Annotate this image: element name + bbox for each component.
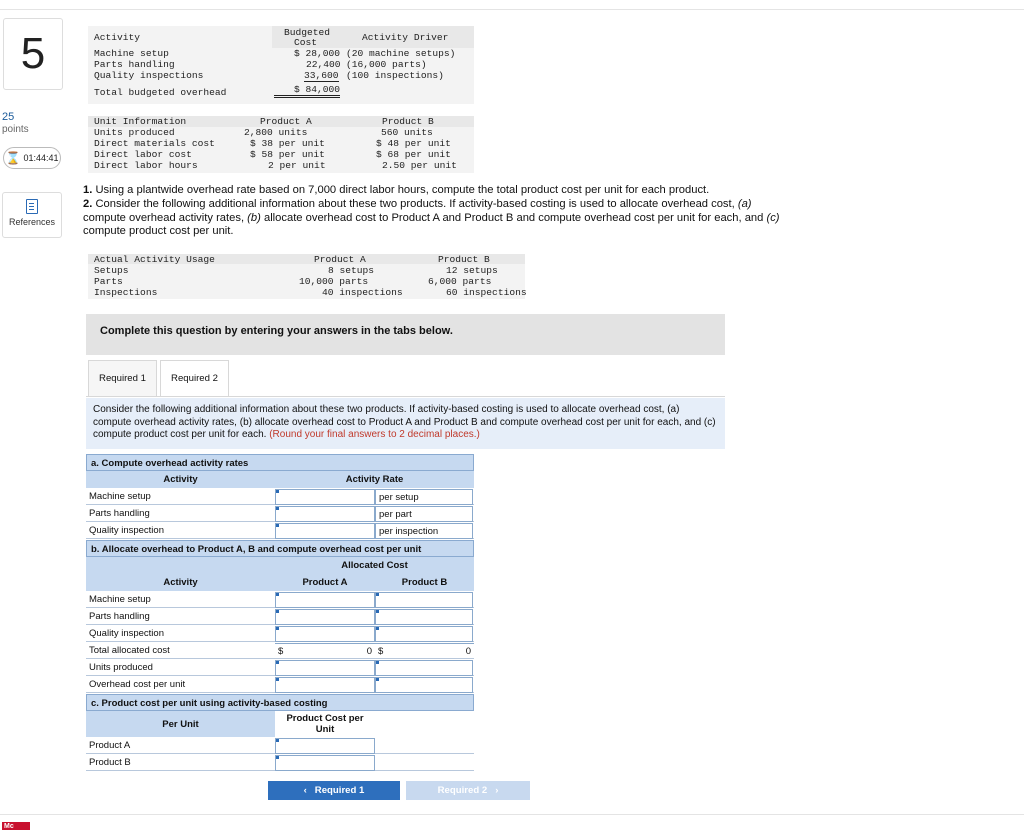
budget-row-cost: 33,600 (304, 70, 339, 81)
prompt-2d-label: (c) (766, 211, 780, 224)
actual-row-label: Parts (94, 276, 123, 287)
budget-total-value: $ 84,000 (274, 84, 340, 98)
document-icon (26, 199, 38, 214)
table-row (86, 505, 474, 522)
actual-row-b: 60 inspections (446, 287, 527, 298)
prompt-2b: compute overhead activity rates, (83, 211, 245, 224)
machine-setup-b-input[interactable] (375, 592, 473, 608)
part-b-header-2 (86, 574, 474, 591)
alloc-label: Parts handling (89, 611, 150, 622)
quality-inspection-rate-input[interactable] (275, 523, 375, 539)
actual-col-a: Product A (314, 254, 366, 265)
total-allocated-label: Total allocated cost (89, 645, 170, 656)
part-c-col-cost: Product Cost per Unit (275, 711, 375, 737)
instructions-text: Consider the following additional information about these two products. If activity-based costing is used to allocate overhead cost, (a) compute overhead activity rates, (b) allocate overhead cost to Product A and Product B and compute overhead cost per unit for each, and (c) compute product cost per unit for each. (93, 404, 716, 441)
complete-banner: Complete this question by entering your answers in the tabs below. (86, 314, 725, 355)
part-c-header (86, 711, 474, 737)
actual-row-a: 10,000 parts (299, 276, 369, 287)
budget-header-driver: Activity Driver (362, 32, 449, 43)
table-row (86, 659, 474, 676)
table-row (86, 625, 474, 642)
table-row (86, 642, 474, 659)
part-a-header (86, 471, 474, 488)
next-label: Required 2 (437, 785, 488, 796)
table-row (86, 488, 474, 505)
unit-info-col-b: Product B (382, 116, 434, 127)
actual-row-b: 6,000 parts (428, 276, 492, 287)
parts-handling-b-input[interactable] (375, 609, 473, 625)
product-cost-label: Product B (89, 757, 131, 768)
tab-required-1[interactable]: Required 1 (88, 360, 157, 397)
actual-header: Actual Activity Usage (94, 254, 215, 265)
budget-total-label: Total budgeted overhead (94, 87, 227, 98)
table-row (86, 591, 474, 608)
part-c-blank (375, 711, 474, 737)
part-b-title: b. Allocate overhead to Product A, B and compute overhead cost per unit (86, 540, 474, 557)
chevron-left-icon: ‹ (303, 785, 307, 796)
instructions (86, 398, 725, 449)
units-produced-b-input[interactable] (375, 660, 473, 676)
parts-handling-a-input[interactable] (275, 609, 375, 625)
total-allocated-b (375, 643, 474, 659)
part-b-col-allocated: Allocated Cost (341, 560, 408, 571)
product-b-cost-input[interactable] (275, 755, 375, 771)
prompt-2-number: 2. (83, 197, 93, 210)
actual-row-a: 8 setups (328, 265, 375, 276)
prev-label: Required 1 (314, 785, 365, 796)
machine-setup-rate-input[interactable] (275, 489, 375, 505)
chevron-right-icon: › (495, 785, 499, 796)
unit-row-a: $ 58 per unit (250, 149, 325, 160)
table-row (86, 522, 474, 539)
machine-setup-a-input[interactable] (275, 592, 375, 608)
prompt-2a: Consider the following additional information about these two products. If activity-based costing is used to allocate overhead cost, (95, 197, 735, 210)
units-produced-label: Units produced (89, 662, 153, 673)
prompt-1: Using a plantwide overhead rate based on 7,000 direct labor hours, compute the total product cost per unit for each product. (95, 184, 710, 196)
rate-label: Quality inspection (89, 525, 164, 536)
unit-row-label: Direct labor cost (94, 149, 192, 160)
budget-header-cost-2: Cost (294, 37, 318, 48)
unit-row-a: 2,800 units (244, 127, 308, 138)
unit-row-label: Units produced (94, 127, 175, 138)
part-a-title: a. Compute overhead activity rates (86, 454, 474, 471)
quality-inspection-a-input[interactable] (275, 626, 375, 642)
rate-unit: per part (375, 506, 473, 522)
unit-row-a: 2 per unit (268, 160, 326, 171)
references-label: References (8, 217, 56, 227)
unit-row-b: $ 68 per unit (376, 149, 451, 160)
budget-row-cost: $ 28,000 (294, 48, 341, 59)
points-value: 25 (2, 111, 15, 123)
budget-header-cost-1: Budgeted (284, 27, 331, 38)
rate-label: Parts handling (89, 508, 150, 519)
budget-row-label: Quality inspections (94, 70, 204, 81)
rate-unit: per setup (375, 489, 473, 505)
actual-row-label: Inspections (94, 287, 158, 298)
table-row (86, 676, 474, 693)
part-b-col-b: Product B (401, 577, 448, 588)
parts-handling-rate-input[interactable] (275, 506, 375, 522)
part-a-col-rate: Activity Rate (345, 474, 404, 485)
part-b-col-a: Product A (302, 577, 348, 588)
question-prompt (83, 184, 783, 239)
unit-row-label: Direct labor hours (94, 160, 198, 171)
actual-usage-table (88, 254, 525, 299)
part-b-header-1 (86, 557, 474, 574)
unit-info-table (88, 116, 474, 173)
previous-required-button[interactable] (268, 781, 400, 800)
part-c-col-per-unit: Per Unit (162, 719, 199, 730)
timer-value: 01:44:41 (23, 153, 59, 163)
budget-header-activity: Activity (94, 32, 141, 43)
brand-logo: Mc (2, 822, 30, 830)
points-label: points (2, 124, 29, 135)
timer[interactable] (3, 147, 61, 169)
unit-row-label: Direct materials cost (94, 138, 215, 149)
prompt-1-number: 1. (83, 184, 93, 196)
quality-inspection-b-input[interactable] (375, 626, 473, 642)
next-required-button[interactable] (406, 781, 530, 800)
table-row (86, 737, 474, 754)
unit-info-header: Unit Information (94, 116, 187, 127)
tab-required-2[interactable]: Required 2 (160, 360, 229, 397)
alloc-label: Machine setup (89, 594, 151, 605)
total-b-sign: $ (378, 646, 384, 657)
footer-divider (0, 814, 1024, 815)
unit-row-b: $ 48 per unit (376, 138, 451, 149)
unit-row-b: 2.50 per unit (382, 160, 457, 171)
budget-row-label: Parts handling (94, 59, 175, 70)
budget-row-label: Machine setup (94, 48, 169, 59)
prompt-2c-label: (b) (247, 211, 261, 224)
actual-col-b: Product B (438, 254, 490, 265)
prompt-2d: compute product cost per unit. (83, 225, 234, 238)
prompt-2c: allocate overhead cost to Product A and Product B and compute overhead cost per unit for each, and (263, 211, 764, 224)
unit-info-col-a: Product A (260, 116, 312, 127)
budget-row-driver: (20 machine setups) (346, 48, 456, 59)
product-a-cost-input[interactable] (275, 738, 375, 754)
total-a-value: 0 (366, 646, 372, 657)
actual-row-a: 40 inspections (322, 287, 403, 298)
actual-row-b: 12 setups (446, 265, 498, 276)
prompt-2b-label: (a) (737, 197, 752, 210)
budget-row-driver: (100 inspections) (346, 70, 444, 81)
question-sidebar (0, 0, 70, 830)
unit-row-a: $ 38 per unit (250, 138, 325, 149)
budget-row-cost: 22,400 (306, 59, 341, 70)
total-b-value: 0 (465, 646, 471, 657)
question-number: 5 (3, 18, 63, 90)
part-b-col-activity: Activity (163, 577, 198, 588)
total-allocated-a (275, 643, 375, 659)
hourglass-icon: ⌛ (5, 151, 21, 165)
tab-divider (86, 396, 725, 397)
actual-row-label: Setups (94, 265, 129, 276)
alloc-label: Quality inspection (89, 628, 164, 639)
instructions-note: (Round your final answers to 2 decimal places.) (269, 429, 480, 441)
budget-table (88, 26, 474, 104)
references-button[interactable] (2, 192, 62, 238)
overhead-per-unit-b-input[interactable] (375, 677, 473, 693)
units-produced-a-input[interactable] (275, 660, 375, 676)
product-cost-label: Product A (89, 740, 131, 751)
rate-label: Machine setup (89, 491, 151, 502)
rate-unit: per inspection (375, 523, 473, 539)
overhead-per-unit-a-input[interactable] (275, 677, 375, 693)
budget-row-driver: (16,000 parts) (346, 59, 427, 70)
part-a-col-activity: Activity (163, 474, 198, 485)
total-a-sign: $ (278, 646, 284, 657)
table-row (86, 754, 474, 771)
overhead-per-unit-label: Overhead cost per unit (89, 679, 186, 690)
table-row (86, 608, 474, 625)
top-divider (0, 0, 1024, 10)
unit-row-b: 560 units (381, 127, 433, 138)
part-c-title: c. Product cost per unit using activity-based costing (86, 694, 474, 711)
